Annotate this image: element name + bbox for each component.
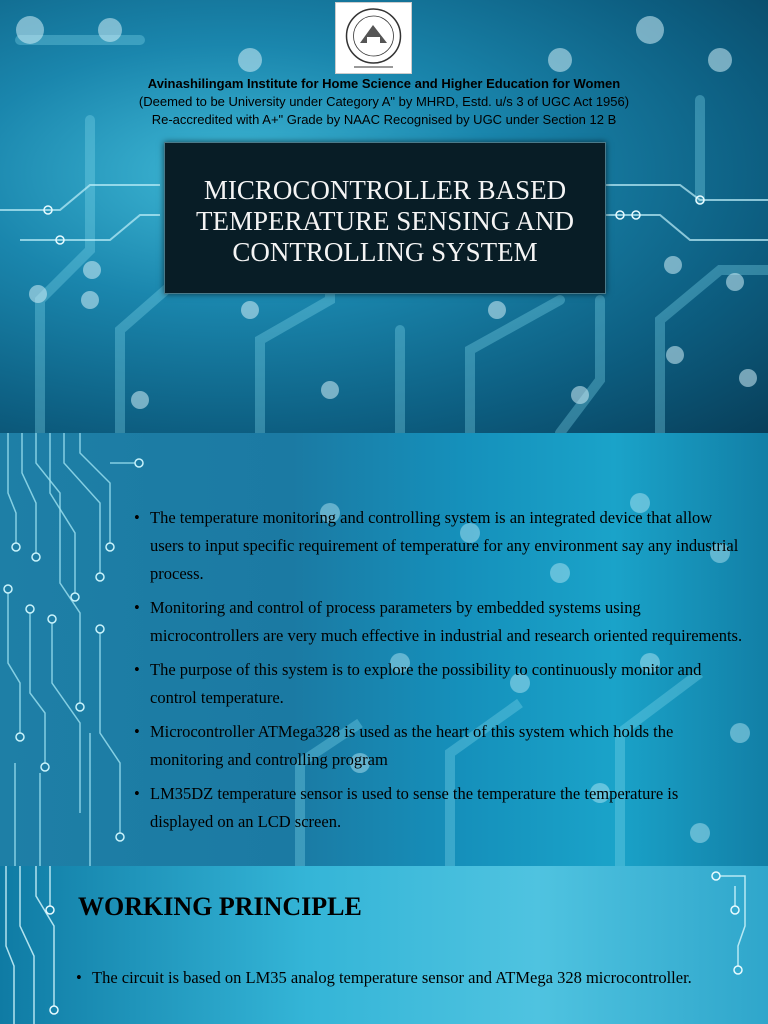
deemed-university-note: (Deemed to be University under Category A" by MHRD, Estd. u/s 3 of UGC Act 1956) bbox=[138, 94, 630, 109]
title-box bbox=[164, 142, 606, 294]
list-item: • The purpose of this system is to explore the possibility to continuously monitor and control temperature. bbox=[134, 656, 744, 712]
working-principle-heading: WORKING PRINCIPLE bbox=[78, 892, 362, 921]
circuit-background bbox=[0, 866, 768, 1024]
institution-name: Avinashilingam Institute for Home Science and Higher Education for Women bbox=[147, 76, 621, 91]
university-emblem-icon bbox=[335, 2, 412, 74]
list-item: • The temperature monitoring and controlling system is an integrated device that allow users to input specific requirement of temperature for any environment say any industrial process. bbox=[134, 504, 744, 588]
list-item: • LM35DZ temperature sensor is used to sense the temperature the temperature is displayed on an LCD screen. bbox=[134, 780, 744, 836]
slide-title-text bbox=[165, 175, 605, 268]
slide-working-principle bbox=[0, 866, 768, 1024]
slide-title bbox=[0, 0, 768, 433]
title-line-3: CONTROLLING SYSTEM bbox=[232, 237, 538, 267]
accreditation-note: Re-accredited with A+" Grade by NAAC Recognised by UGC under Section 12 B bbox=[151, 112, 617, 127]
working-principle-bullet-list bbox=[76, 964, 696, 992]
list-item: • The circuit is based on LM35 analog temperature sensor and ATMega 328 microcontroller. bbox=[76, 964, 696, 992]
list-item: • Microcontroller ATMega328 is used as the heart of this system which holds the monitoring and controlling program bbox=[134, 718, 744, 774]
title-line-2: TEMPERATURE SENSING AND bbox=[195, 206, 575, 236]
title-line-1: MICROCONTROLLER BASED bbox=[203, 175, 567, 205]
list-item: • Monitoring and control of process parameters by embedded systems using microcontrollers are very much effective in industrial and research oriented requirements. bbox=[134, 594, 744, 650]
introduction-bullet-list bbox=[134, 504, 744, 842]
